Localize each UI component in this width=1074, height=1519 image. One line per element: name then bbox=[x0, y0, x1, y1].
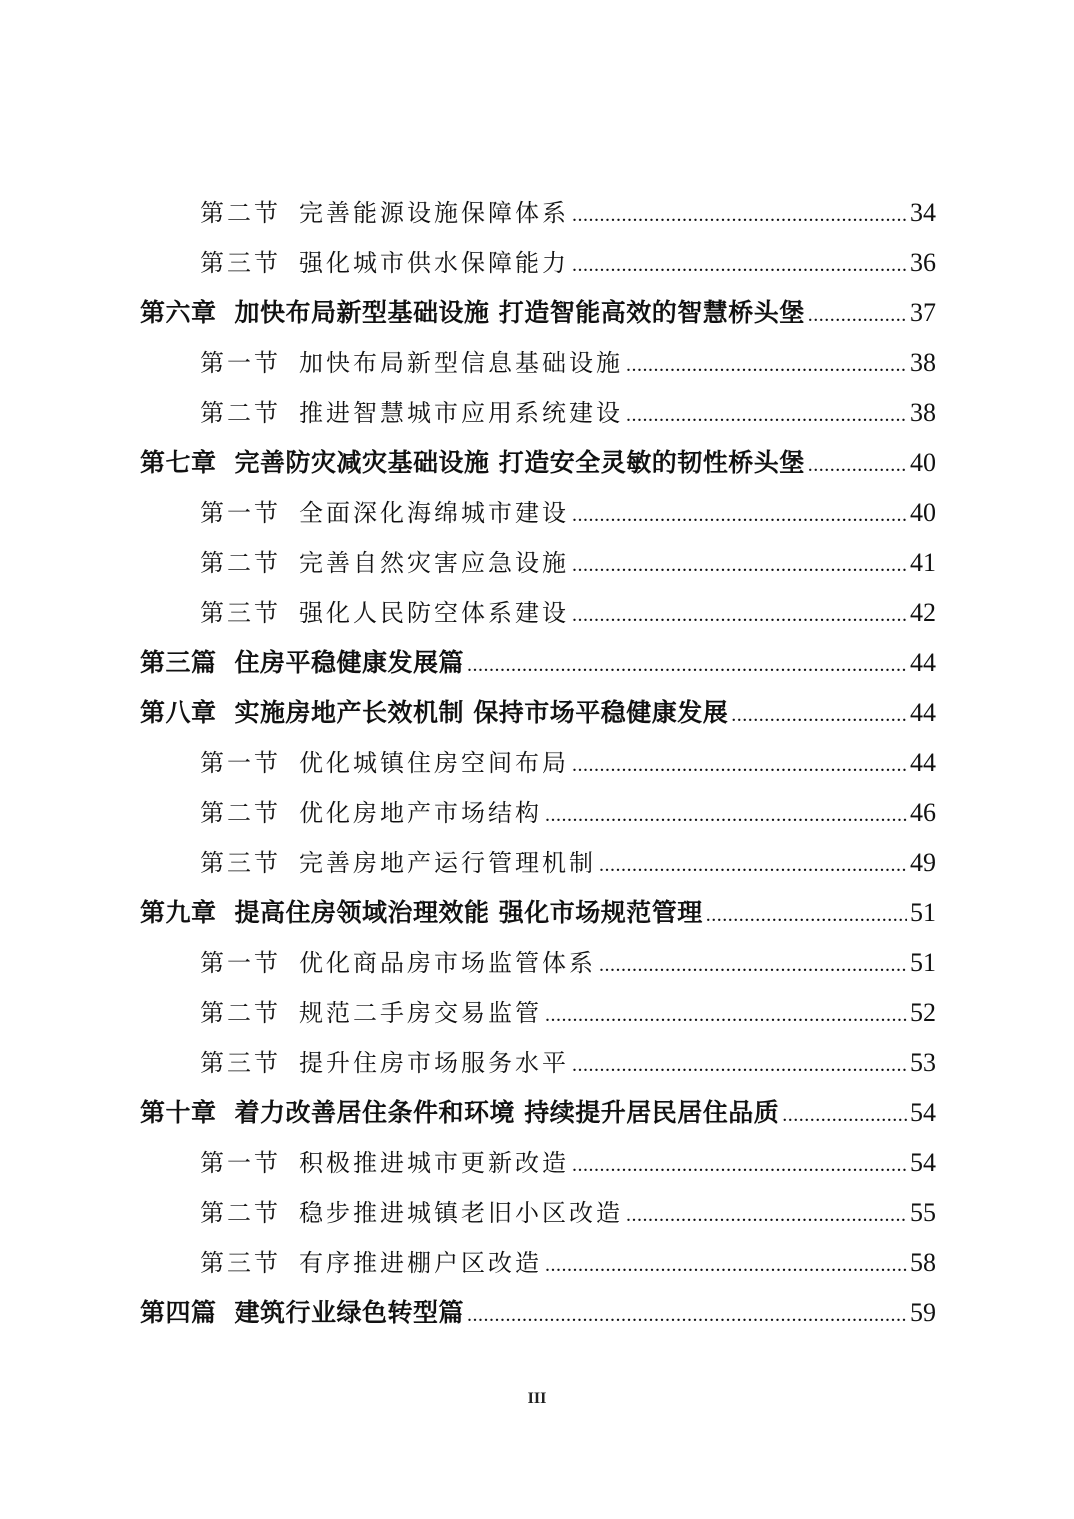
toc-entry-number: 第二节 bbox=[200, 799, 281, 827]
toc-entry-title: 完善房地产运行管理机制 bbox=[299, 849, 596, 877]
toc-dot-leader bbox=[572, 490, 907, 538]
toc-entry-page: 51 bbox=[910, 898, 936, 927]
toc-entry-label bbox=[200, 938, 596, 988]
toc-entry-number: 第一节 bbox=[200, 749, 281, 777]
toc-dot-leader bbox=[572, 540, 907, 588]
toc-entry-page: 59 bbox=[910, 1298, 936, 1327]
toc-entry-chapter[interactable] bbox=[140, 888, 936, 938]
toc-dot-leader bbox=[572, 740, 907, 788]
toc-entry-label bbox=[200, 1238, 542, 1288]
toc-entry-number: 第三节 bbox=[200, 849, 281, 877]
toc-entry-page: 41 bbox=[910, 548, 936, 577]
toc-entry-number: 第二节 bbox=[200, 1199, 281, 1227]
toc-entry-number: 第三节 bbox=[200, 599, 281, 627]
toc-entry-number: 第九章 bbox=[140, 898, 217, 927]
toc-entry-section[interactable] bbox=[140, 488, 936, 538]
toc-entry-title: 完善防灾减灾基础设施 打造安全灵敏的韧性桥头堡 bbox=[234, 448, 805, 477]
toc-entry-title: 有序推进棚户区改造 bbox=[299, 1249, 542, 1277]
toc-entry-page: 34 bbox=[910, 198, 936, 227]
toc-entry-label bbox=[200, 988, 542, 1038]
toc-entry-title: 规范二手房交易监管 bbox=[299, 999, 542, 1027]
toc-entry-number: 第十章 bbox=[140, 1098, 217, 1127]
toc-entry-section[interactable] bbox=[140, 338, 936, 388]
toc-entry-title: 提高住房领域治理效能 强化市场规范管理 bbox=[234, 898, 703, 927]
toc-entry-label bbox=[200, 1138, 569, 1188]
toc-entry-title: 完善能源设施保障体系 bbox=[299, 199, 569, 227]
toc-entry-section[interactable] bbox=[140, 838, 936, 888]
toc-dot-leader bbox=[467, 640, 907, 688]
toc-entry-page: 38 bbox=[910, 398, 936, 427]
toc-dot-leader bbox=[545, 990, 907, 1038]
toc-dot-leader bbox=[782, 1090, 907, 1138]
toc-entry-section[interactable] bbox=[140, 738, 936, 788]
toc-entry-label bbox=[200, 488, 569, 538]
page-number: III bbox=[527, 1390, 547, 1407]
toc-entry-section[interactable] bbox=[140, 938, 936, 988]
toc-entry-label bbox=[140, 288, 805, 338]
toc-entry-number: 第二节 bbox=[200, 199, 281, 227]
toc-entry-number: 第一节 bbox=[200, 1149, 281, 1177]
toc-entry-number: 第一节 bbox=[200, 349, 281, 377]
toc-entry-number: 第七章 bbox=[140, 448, 217, 477]
toc-dot-leader bbox=[572, 1040, 907, 1088]
toc-entry-title: 优化城镇住房空间布局 bbox=[299, 749, 569, 777]
toc-dot-leader bbox=[599, 940, 907, 988]
toc-entry-number: 第六章 bbox=[140, 298, 217, 327]
toc-dot-leader bbox=[467, 1290, 907, 1338]
toc-entry-label bbox=[140, 638, 464, 688]
toc-entry-chapter[interactable] bbox=[140, 1088, 936, 1138]
toc-entry-page: 36 bbox=[910, 248, 936, 277]
toc-entry-page: 37 bbox=[910, 298, 936, 327]
toc-entry-label bbox=[140, 438, 805, 488]
toc-entry-page: 52 bbox=[910, 998, 936, 1027]
toc-entry-page: 55 bbox=[910, 1198, 936, 1227]
toc-entry-label bbox=[140, 1288, 464, 1338]
toc-entry-page: 44 bbox=[910, 698, 936, 727]
toc-entry-title: 加快布局新型信息基础设施 bbox=[299, 349, 623, 377]
toc-entry-label bbox=[200, 388, 623, 438]
toc-dot-leader bbox=[572, 1140, 907, 1188]
toc-entry-page: 40 bbox=[910, 448, 936, 477]
toc-entry-title: 着力改善居住条件和环境 持续提升居民居住品质 bbox=[234, 1098, 780, 1127]
toc-entry-label bbox=[200, 338, 623, 388]
toc-entry-title: 优化商品房市场监管体系 bbox=[299, 949, 596, 977]
toc-entry-section[interactable] bbox=[140, 238, 936, 288]
toc-entry-label bbox=[140, 688, 728, 738]
toc-entry-title: 建筑行业绿色转型篇 bbox=[234, 1298, 465, 1327]
toc-entry-label bbox=[200, 838, 596, 888]
toc-entry-chapter[interactable] bbox=[140, 438, 936, 488]
toc-dot-leader bbox=[599, 840, 907, 888]
toc-entry-page: 44 bbox=[910, 648, 936, 677]
toc-entry-page: 54 bbox=[910, 1148, 936, 1177]
toc-entry-chapter[interactable] bbox=[140, 288, 936, 338]
toc-entry-page: 46 bbox=[910, 798, 936, 827]
toc-entry-label bbox=[200, 188, 569, 238]
toc-entry-title: 推进智慧城市应用系统建设 bbox=[299, 399, 623, 427]
toc-dot-leader bbox=[731, 690, 907, 738]
toc-entry-label bbox=[140, 888, 703, 938]
toc-entry-title: 完善自然灾害应急设施 bbox=[299, 549, 569, 577]
toc-entry-section[interactable] bbox=[140, 538, 936, 588]
toc-entry-title: 稳步推进城镇老旧小区改造 bbox=[299, 1199, 623, 1227]
toc-entry-label bbox=[200, 588, 569, 638]
toc-entry-page: 53 bbox=[910, 1048, 936, 1077]
toc-entry-title: 强化城市供水保障能力 bbox=[299, 249, 569, 277]
toc-entry-title: 实施房地产长效机制 保持市场平稳健康发展 bbox=[234, 698, 729, 727]
toc-entry-page: 40 bbox=[910, 498, 936, 527]
toc-entry-section[interactable] bbox=[140, 788, 936, 838]
toc-dot-leader bbox=[572, 190, 907, 238]
toc-entry-section[interactable] bbox=[140, 388, 936, 438]
toc-entry-number: 第八章 bbox=[140, 698, 217, 727]
toc-entry-title: 全面深化海绵城市建设 bbox=[299, 499, 569, 527]
toc-entry-number: 第一节 bbox=[200, 949, 281, 977]
toc-entry-page: 51 bbox=[910, 948, 936, 977]
toc-dot-leader bbox=[626, 1190, 907, 1238]
toc-entry-page: 44 bbox=[910, 748, 936, 777]
table-of-contents bbox=[140, 188, 936, 1338]
toc-entry-section[interactable] bbox=[140, 588, 936, 638]
toc-dot-leader bbox=[808, 440, 907, 488]
toc-entry-section[interactable] bbox=[140, 1038, 936, 1088]
toc-entry-number: 第三节 bbox=[200, 1249, 281, 1277]
toc-entry-title: 强化人民防空体系建设 bbox=[299, 599, 569, 627]
toc-entry-section[interactable] bbox=[140, 1238, 936, 1288]
toc-entry-label bbox=[200, 788, 542, 838]
toc-dot-leader bbox=[572, 590, 907, 638]
toc-dot-leader bbox=[545, 1240, 907, 1288]
toc-entry-title: 住房平稳健康发展篇 bbox=[234, 648, 465, 677]
toc-entry-section[interactable] bbox=[140, 1138, 936, 1188]
toc-entry-number: 第三节 bbox=[200, 1049, 281, 1077]
toc-entry-page: 54 bbox=[910, 1098, 936, 1127]
toc-entry-number: 第四篇 bbox=[140, 1298, 217, 1327]
toc-entry-number: 第二节 bbox=[200, 399, 281, 427]
toc-entry-title: 优化房地产市场结构 bbox=[299, 799, 542, 827]
toc-entry-title: 积极推进城市更新改造 bbox=[299, 1149, 569, 1177]
toc-entry-section[interactable] bbox=[140, 188, 936, 238]
toc-entry-label bbox=[200, 1188, 623, 1238]
toc-entry-title: 提升住房市场服务水平 bbox=[299, 1049, 569, 1077]
toc-entry-section[interactable] bbox=[140, 1188, 936, 1238]
toc-dot-leader bbox=[706, 890, 907, 938]
toc-dot-leader bbox=[626, 390, 907, 438]
toc-entry-label bbox=[200, 238, 569, 288]
toc-entry-number: 第三节 bbox=[200, 249, 281, 277]
toc-entry-page: 38 bbox=[910, 348, 936, 377]
toc-entry-number: 第三篇 bbox=[140, 648, 217, 677]
toc-entry-chapter[interactable] bbox=[140, 1288, 936, 1338]
toc-entry-page: 58 bbox=[910, 1248, 936, 1277]
toc-dot-leader bbox=[545, 790, 907, 838]
toc-entry-page: 49 bbox=[910, 848, 936, 877]
toc-entry-section[interactable] bbox=[140, 988, 936, 1038]
toc-entry-chapter[interactable] bbox=[140, 688, 936, 738]
toc-entry-label bbox=[200, 738, 569, 788]
toc-entry-number: 第一节 bbox=[200, 499, 281, 527]
toc-entry-number: 第二节 bbox=[200, 549, 281, 577]
toc-dot-leader bbox=[808, 290, 907, 338]
toc-entry-title: 加快布局新型基础设施 打造智能高效的智慧桥头堡 bbox=[234, 298, 805, 327]
toc-entry-label bbox=[200, 1038, 569, 1088]
toc-entry-chapter[interactable] bbox=[140, 638, 936, 688]
toc-entry-page: 42 bbox=[910, 598, 936, 627]
toc-entry-label bbox=[200, 538, 569, 588]
toc-entry-label bbox=[140, 1088, 779, 1138]
toc-dot-leader bbox=[626, 340, 907, 388]
toc-entry-number: 第二节 bbox=[200, 999, 281, 1027]
toc-dot-leader bbox=[572, 240, 907, 288]
